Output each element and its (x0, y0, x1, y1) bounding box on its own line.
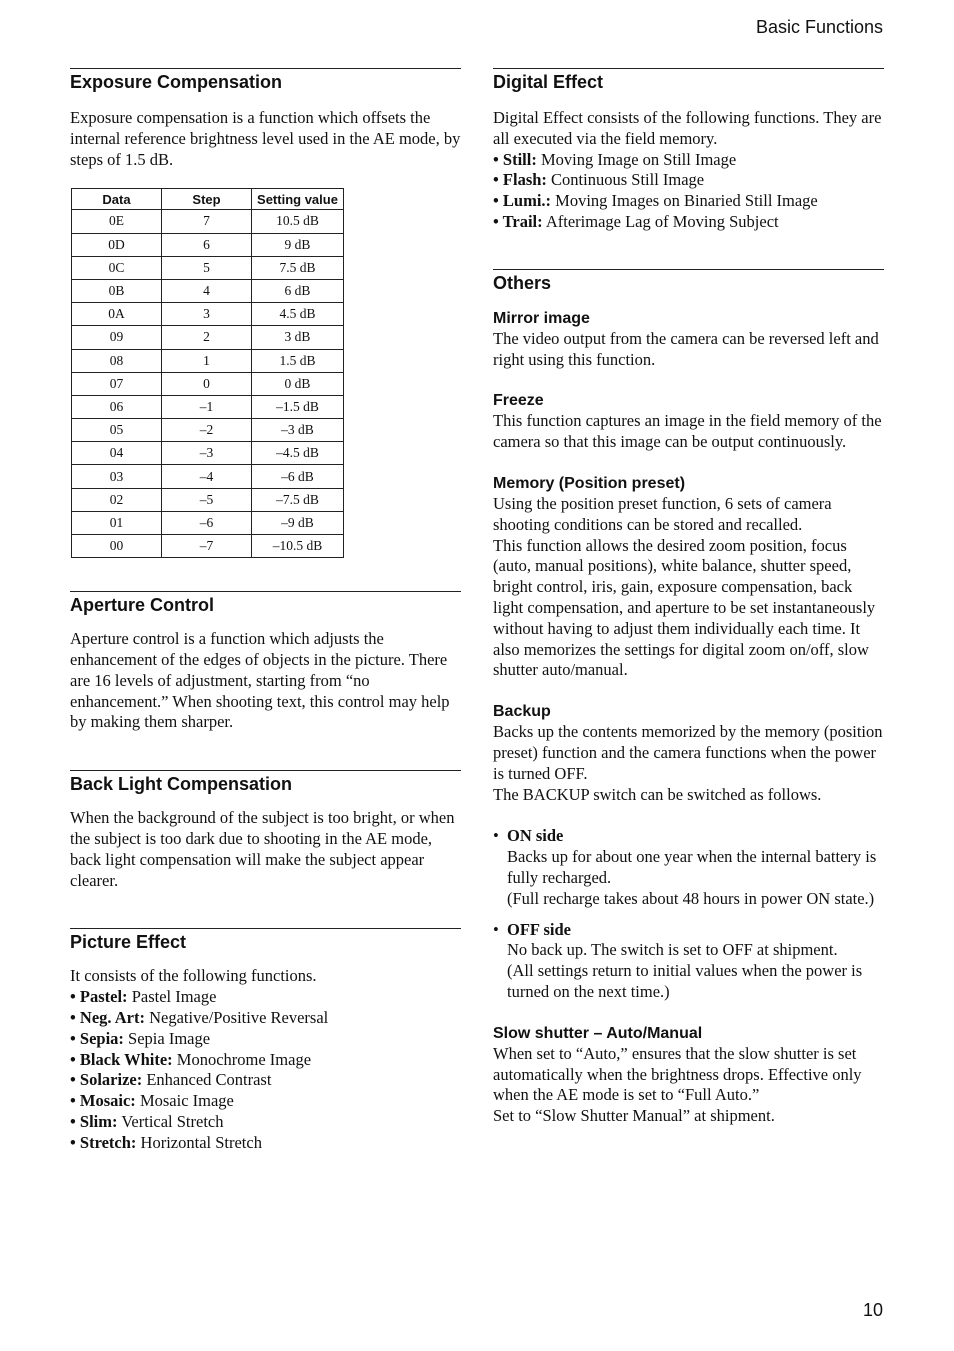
cell-step: –6 (162, 511, 252, 534)
subsection-text: The BACKUP switch can be switched as follows. (493, 784, 822, 804)
table-row (72, 419, 344, 442)
subsection-text: When set to “Auto,” ensures that the slow shutter is set automatically when the brightness drops. Effective only when the AE mode is set to “Full Auto.” (493, 1043, 862, 1105)
item-description: Moving Images on Binaried Still Image (551, 191, 818, 211)
item-term: • Solarize: (70, 1070, 143, 1090)
cell-setting-value: –4.5 dB (252, 442, 344, 465)
item-text: (All settings return to initial values when the power is turned on the next time.) (507, 961, 863, 1001)
cell-setting-value: 3 dB (252, 326, 344, 349)
list-item (70, 987, 461, 1008)
cell-data: 0A (72, 303, 162, 326)
cell-step: 5 (162, 256, 252, 279)
cell-setting-value: –1.5 dB (252, 395, 344, 418)
section-title: Picture Effect (70, 932, 187, 953)
cell-data: 06 (72, 395, 162, 418)
section-text: Exposure compensation is a function which offsets the internal reference brightness level used in the AE mode, by steps of 1.5 dB. (70, 108, 461, 169)
item-term: • Pastel: (70, 987, 128, 1007)
list-item (70, 1112, 461, 1133)
cell-step: –1 (162, 395, 252, 418)
exposure-table-body (72, 210, 344, 558)
picture-effect-list (70, 987, 461, 1153)
subsection-title: Mirror image (493, 309, 590, 327)
section-title: Others (493, 272, 552, 293)
cell-setting-value: 10.5 dB (252, 210, 344, 233)
item-title: OFF side (507, 919, 572, 939)
item-term: • Mosaic: (70, 1091, 136, 1111)
subsection-text: Backs up the contents memorized by the memory (position preset) function and the camera functions when the power is turned OFF. (493, 722, 883, 783)
cell-setting-value: –9 dB (252, 511, 344, 534)
item-term: • Neg. Art: (70, 1007, 145, 1027)
cell-setting-value: 4.5 dB (252, 303, 344, 326)
item-description: Monochrome Image (172, 1049, 312, 1069)
table-row (72, 233, 344, 256)
item-description: Vertical Stretch (117, 1111, 224, 1131)
item-description: Sepia Image (123, 1028, 211, 1048)
cell-data: 05 (72, 419, 162, 442)
table-row (72, 465, 344, 488)
cell-data: 0E (72, 210, 162, 233)
item-description: Continuous Still Image (546, 170, 705, 190)
picture-effect-section (70, 928, 461, 1153)
cell-setting-value: 1.5 dB (252, 349, 344, 372)
cell-setting-value: 0 dB (252, 372, 344, 395)
cell-data: 07 (72, 372, 162, 395)
table-row (72, 210, 344, 233)
column-header-data: Data (72, 189, 162, 210)
page-number: 10 (862, 1300, 883, 1320)
cell-data: 0B (72, 279, 162, 302)
item-term: • Trail: (493, 211, 543, 231)
item-text: No back up. The switch is set to OFF at shipment. (507, 940, 838, 960)
cell-data: 04 (72, 442, 162, 465)
digital-effect-section (493, 68, 884, 233)
item-description: Mosaic Image (135, 1091, 234, 1111)
exposure-compensation-section (70, 68, 461, 558)
bullet: • (493, 919, 499, 939)
table-row (72, 442, 344, 465)
digital-effect-list (493, 150, 884, 233)
others-section (493, 269, 884, 1127)
table-row (72, 326, 344, 349)
left-column (70, 68, 461, 1154)
cell-data: 01 (72, 511, 162, 534)
table-row (72, 488, 344, 511)
section-title: Exposure Compensation (70, 72, 283, 92)
section-title: Back Light Compensation (70, 774, 293, 795)
subsection-title: Backup (493, 703, 551, 721)
subsection-title: Memory (Position preset) (493, 474, 686, 492)
item-text: (Full recharge takes about 48 hours in power ON state.) (507, 888, 875, 908)
item-description: Afterimage Lag of Moving Subject (542, 211, 779, 231)
table-row (72, 279, 344, 302)
back-light-compensation-section (70, 770, 461, 891)
cell-step: 2 (162, 326, 252, 349)
item-text: Backs up for about one year when the internal battery is fully recharged. (507, 847, 877, 887)
section-text: Aperture control is a function which adjusts the enhancement of the edges of objects in the picture. There are 16 levels of adjustment, starting from “no enhancement.” When shooting text, this control may help by making them sharper. (70, 629, 450, 732)
page-header-title: Basic Functions (755, 17, 883, 37)
list-item (70, 1070, 461, 1091)
list-item (70, 1029, 461, 1050)
subsection-text: Using the position preset function, 6 sets of camera shooting conditions can be stored and recalled. (493, 493, 832, 534)
list-item (493, 191, 884, 212)
cell-step: 0 (162, 372, 252, 395)
cell-setting-value: –3 dB (252, 419, 344, 442)
cell-setting-value: –6 dB (252, 465, 344, 488)
list-item (70, 1133, 461, 1154)
bullet: • (493, 826, 499, 846)
subsection-title: Freeze (493, 392, 544, 410)
item-term: • Sepia: (70, 1028, 124, 1048)
exposure-table (71, 188, 344, 558)
item-title: ON side (507, 826, 564, 846)
item-description: Pastel Image (127, 987, 217, 1007)
cell-step: 6 (162, 233, 252, 256)
subsection-text: This function allows the desired zoom position, focus (auto, manual positions), white balance, shutter speed, bright control, iris, gain, exposure compensation, back light compensation, and aperture to be set instantaneously without having to adjust them individually each time. It also memorizes the settings for digital zoom on/off, slow shutter auto/manual. (493, 535, 876, 680)
table-row (72, 303, 344, 326)
cell-step: –4 (162, 465, 252, 488)
subsection-title: Slow shutter – Auto/Manual (493, 1024, 703, 1042)
list-item (493, 212, 884, 233)
table-row (72, 372, 344, 395)
section-text: When the background of the subject is too bright, or when the subject is too dark due to shooting in the AE mode, back light compensation will make the subject appear clearer. (70, 808, 455, 890)
list-item (70, 1050, 461, 1071)
table-row (72, 395, 344, 418)
cell-setting-value: 6 dB (252, 279, 344, 302)
cell-step: –5 (162, 488, 252, 511)
right-column (493, 68, 884, 1127)
subsection-text: The video output from the camera can be reversed left and right using this function. (493, 328, 879, 369)
item-term: • Still: (493, 149, 537, 169)
table-row (72, 349, 344, 372)
item-term: • Stretch: (70, 1132, 137, 1152)
subsection-text: This function captures an image in the field memory of the camera so that this image can be output continuously. (493, 411, 882, 452)
cell-step: 3 (162, 303, 252, 326)
cell-step: 1 (162, 349, 252, 372)
cell-setting-value: 9 dB (252, 233, 344, 256)
cell-setting-value: –10.5 dB (252, 535, 344, 558)
list-item (70, 1091, 461, 1112)
table-row (72, 256, 344, 279)
column-header-setting-value: Setting value (252, 189, 344, 210)
cell-setting-value: –7.5 dB (252, 488, 344, 511)
section-intro: Digital Effect consists of the following functions. They are all executed via the field memory. (493, 108, 882, 148)
cell-setting-value: 7.5 dB (252, 256, 344, 279)
table-header-row (72, 189, 344, 210)
item-term: • Flash: (493, 170, 547, 190)
cell-data: 02 (72, 488, 162, 511)
backup-off-side-item (493, 920, 884, 1003)
cell-data: 09 (72, 326, 162, 349)
cell-data: 0C (72, 256, 162, 279)
cell-step: –2 (162, 419, 252, 442)
backup-on-side-item (493, 826, 884, 909)
cell-step: –7 (162, 535, 252, 558)
table-row (72, 535, 344, 558)
cell-step: 4 (162, 279, 252, 302)
item-description: Enhanced Contrast (142, 1070, 272, 1090)
item-term: • Lumi.: (493, 191, 552, 211)
item-description: Moving Image on Still Image (536, 149, 737, 169)
cell-data: 00 (72, 535, 162, 558)
item-term: • Black White: (70, 1049, 173, 1069)
cell-step: –3 (162, 442, 252, 465)
section-title: Digital Effect (493, 72, 604, 92)
item-description: Negative/Positive Reversal (144, 1007, 329, 1027)
cell-data: 08 (72, 349, 162, 372)
column-header-step: Step (162, 189, 252, 210)
subsection-text: Set to “Slow Shutter Manual” at shipment. (493, 1106, 775, 1126)
section-title: Aperture Control (70, 595, 214, 616)
list-item (70, 1008, 461, 1029)
list-item (493, 170, 884, 191)
item-term: • Slim: (70, 1111, 118, 1131)
aperture-control-section (70, 591, 461, 733)
list-item (493, 150, 884, 171)
cell-step: 7 (162, 210, 252, 233)
item-description: Horizontal Stretch (136, 1132, 262, 1152)
cell-data: 03 (72, 465, 162, 488)
section-intro: It consists of the following functions. (70, 966, 317, 986)
cell-data: 0D (72, 233, 162, 256)
table-row (72, 511, 344, 534)
